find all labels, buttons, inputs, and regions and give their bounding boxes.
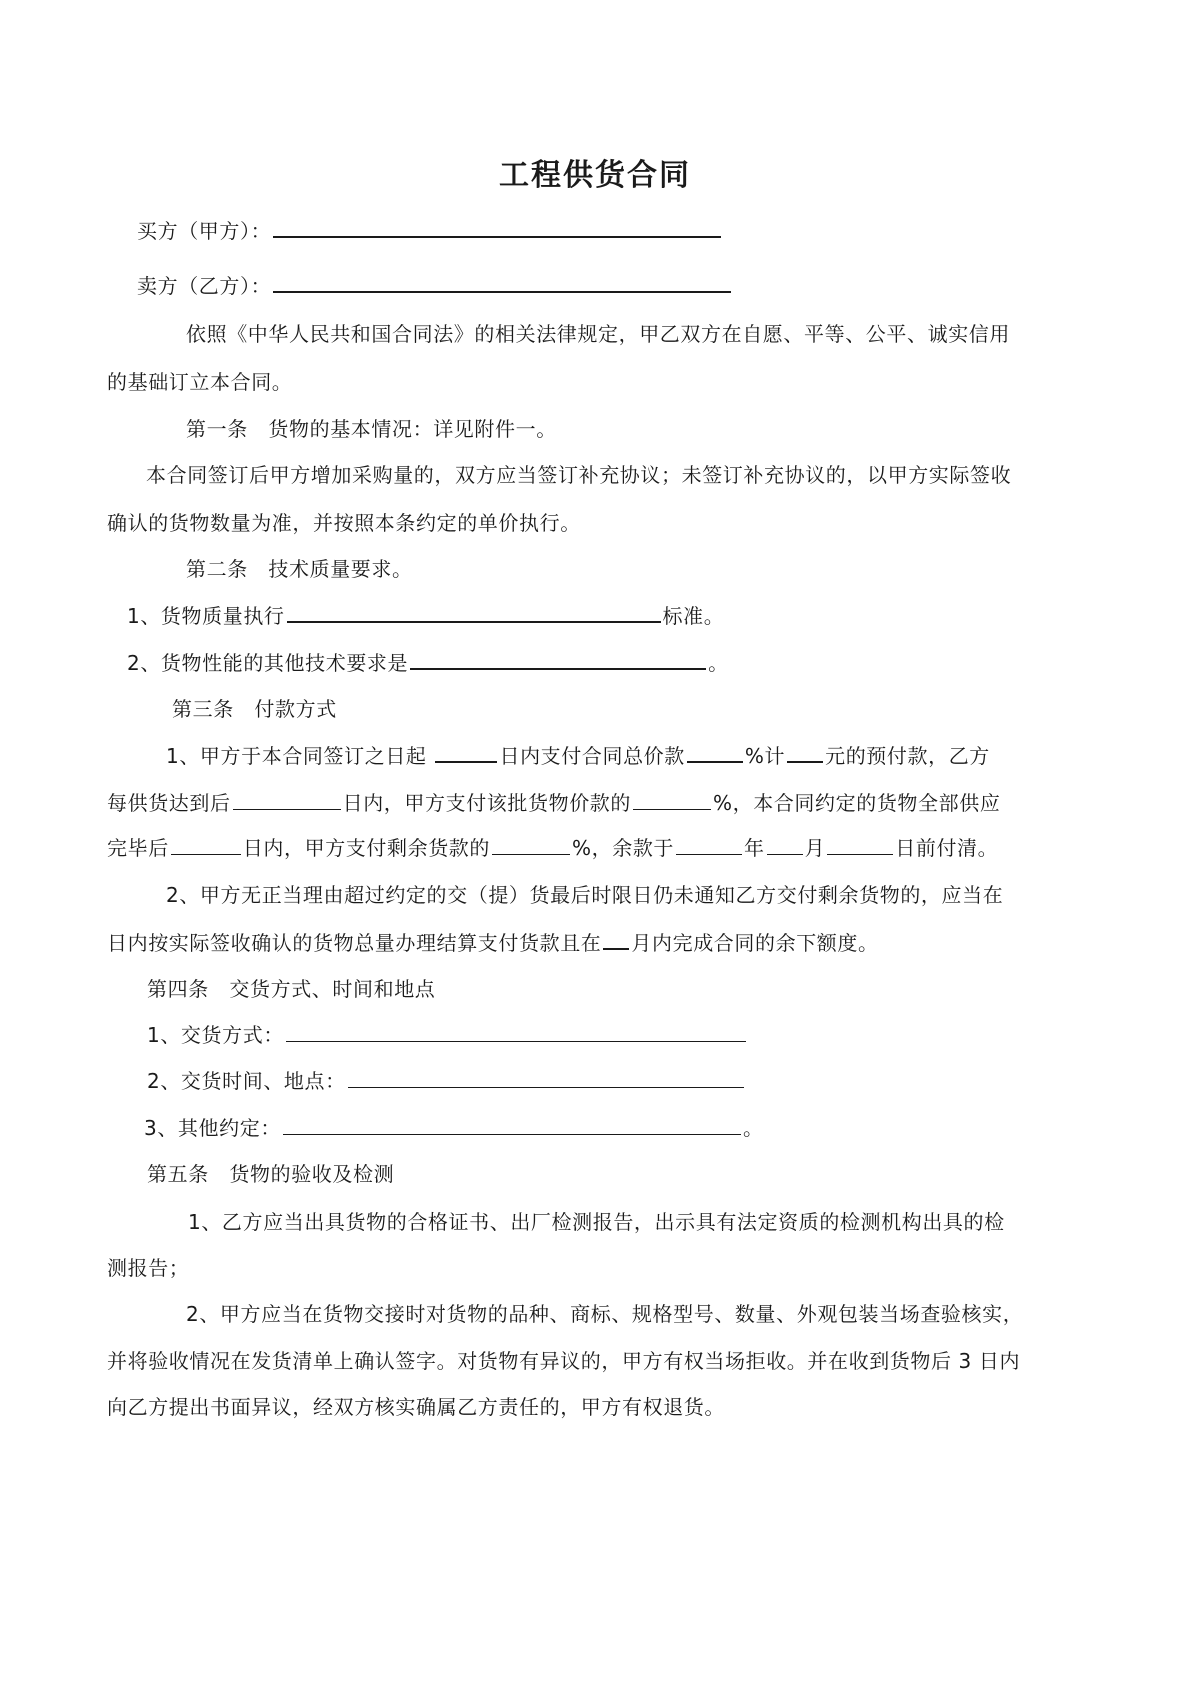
year-blank xyxy=(676,834,742,855)
article-1-heading: 第一条 货物的基本情况：详见附件一。 xyxy=(186,417,557,441)
article-3-item-1-line-2 xyxy=(107,789,1000,817)
article-4-item-2 xyxy=(147,1067,746,1095)
art3-l3-text-d: 年 xyxy=(744,836,765,860)
buyer-blank xyxy=(273,216,721,238)
art3-item2-text-b: 月内完成合同的余下额度。 xyxy=(631,931,879,955)
delivery-time-place-blank xyxy=(348,1067,744,1088)
other-terms-label: 3、其他约定： xyxy=(144,1116,281,1140)
art3-l3-text-e: 月 xyxy=(804,836,826,860)
article-2-heading: 第二条 技术质量要求。 xyxy=(186,557,413,581)
batch-percent-blank xyxy=(633,789,711,810)
art3-l3-text-f: 日前付清。 xyxy=(895,836,999,860)
seller-line xyxy=(137,271,733,300)
preamble-line-1: 依照《中华人民共和国合同法》的相关法律规定，甲乙双方在自愿、平等、公平、诚实信用 xyxy=(186,322,1010,346)
delivery-method-label: 1、交货方式： xyxy=(147,1023,284,1047)
article-3-item-2-line-1: 2、甲方无正当理由超过约定的交（提）货最后时限日仍未通知乙方交付剩余货物的，应当在 xyxy=(166,883,1004,907)
tech-requirement-blank xyxy=(410,648,706,670)
seller-blank xyxy=(273,271,731,293)
article-4-item-1 xyxy=(147,1021,748,1049)
article-3-item-1-line-1 xyxy=(166,741,990,770)
article-5-item-2-line-1: 2、甲方应当在货物交接时对货物的品种、商标、规格型号、数量、外观包装当场查验核实， xyxy=(186,1302,1024,1326)
prepay-percent-blank xyxy=(687,741,743,763)
article-2-item-1 xyxy=(127,601,724,630)
months-blank xyxy=(603,928,629,950)
prepay-days-blank xyxy=(435,741,497,763)
article-2-item-2 xyxy=(127,648,729,677)
art3-l3-text-b: 日内，甲方支付剩余货款的 xyxy=(242,836,491,860)
art3-l2-text-b: 日内，甲方支付该批货物价款的 xyxy=(342,791,632,815)
article-3-item-2-line-2 xyxy=(107,928,879,957)
art3-l2-text-c: %，本合同约定的货物全部供应 xyxy=(713,791,1001,815)
article-2-item-1-suffix: 标准。 xyxy=(662,604,725,628)
document-title: 工程供货合同 xyxy=(499,158,691,193)
seller-label: 卖方（乙方）： xyxy=(137,274,272,298)
day-blank xyxy=(827,834,893,855)
article-5-heading: 第五条 货物的验收及检测 xyxy=(147,1162,395,1186)
article-5-item-1-line-1: 1、乙方应当出具货物的合格证书、出厂检测报告，出示具有法定资质的检测机构出具的检 xyxy=(188,1210,1005,1234)
art3-item2-text-a: 日内按实际签收确认的货物总量办理结算支付货款且在 xyxy=(107,931,602,955)
art3-l2-text-a: 每供货达到后 xyxy=(107,791,231,815)
delivery-days-blank xyxy=(233,789,341,810)
prepay-amount-blank xyxy=(787,741,823,763)
art3-l1-text-a: 1、甲方于本合同签订之日起 xyxy=(166,744,434,768)
delivery-time-place-label: 2、交货时间、地点： xyxy=(147,1069,346,1093)
art3-l1-text-b: 日内支付合同总价款 xyxy=(499,744,685,768)
article-4-item-3 xyxy=(144,1114,764,1142)
art3-l1-text-c: %计 xyxy=(744,744,786,768)
article-5-item-2-line-2: 并将验收情况在发货清单上确认签字。对货物有异议的，甲方有权当场拒收。并在收到货物后 3 日内 xyxy=(107,1349,1021,1373)
article-5-item-1-line-2: 测报告； xyxy=(107,1256,190,1280)
article-1-line-1: 本合同签订后甲方增加采购量的，双方应当签订补充协议；未签订补充协议的，以甲方实际签收 xyxy=(146,463,1012,487)
article-2-item-2-prefix: 2、货物性能的其他技术要求是 xyxy=(127,651,409,675)
article-5-item-2-line-3: 向乙方提出书面异议，经双方核实确属乙方责任的，甲方有权退货。 xyxy=(107,1395,725,1419)
art3-l3-text-a: 完毕后 xyxy=(107,836,169,860)
buyer-label: 买方（甲方）： xyxy=(137,219,272,243)
article-4-heading: 第四条 交货方式、时间和地点 xyxy=(147,977,436,1001)
article-1-line-2: 确认的货物数量为准，并按照本条约定的单价执行。 xyxy=(107,511,581,535)
other-terms-suffix: 。 xyxy=(742,1116,764,1140)
article-2-item-1-prefix: 1、货物质量执行 xyxy=(127,604,285,628)
art3-l3-text-c: %，余款于 xyxy=(572,836,675,860)
quality-standard-blank xyxy=(287,601,661,623)
month-blank xyxy=(767,834,803,855)
article-2-item-2-suffix: 。 xyxy=(708,651,729,675)
buyer-line xyxy=(137,216,723,245)
delivery-method-blank xyxy=(286,1021,746,1042)
final-days-blank xyxy=(171,834,241,855)
art3-l1-text-d: 元的预付款，乙方 xyxy=(825,744,990,768)
other-terms-blank xyxy=(283,1114,741,1135)
article-3-item-1-line-3 xyxy=(107,834,998,862)
preamble-line-2: 的基础订立本合同。 xyxy=(107,370,293,394)
remaining-percent-blank xyxy=(492,834,570,855)
article-3-heading: 第三条 付款方式 xyxy=(172,697,337,721)
